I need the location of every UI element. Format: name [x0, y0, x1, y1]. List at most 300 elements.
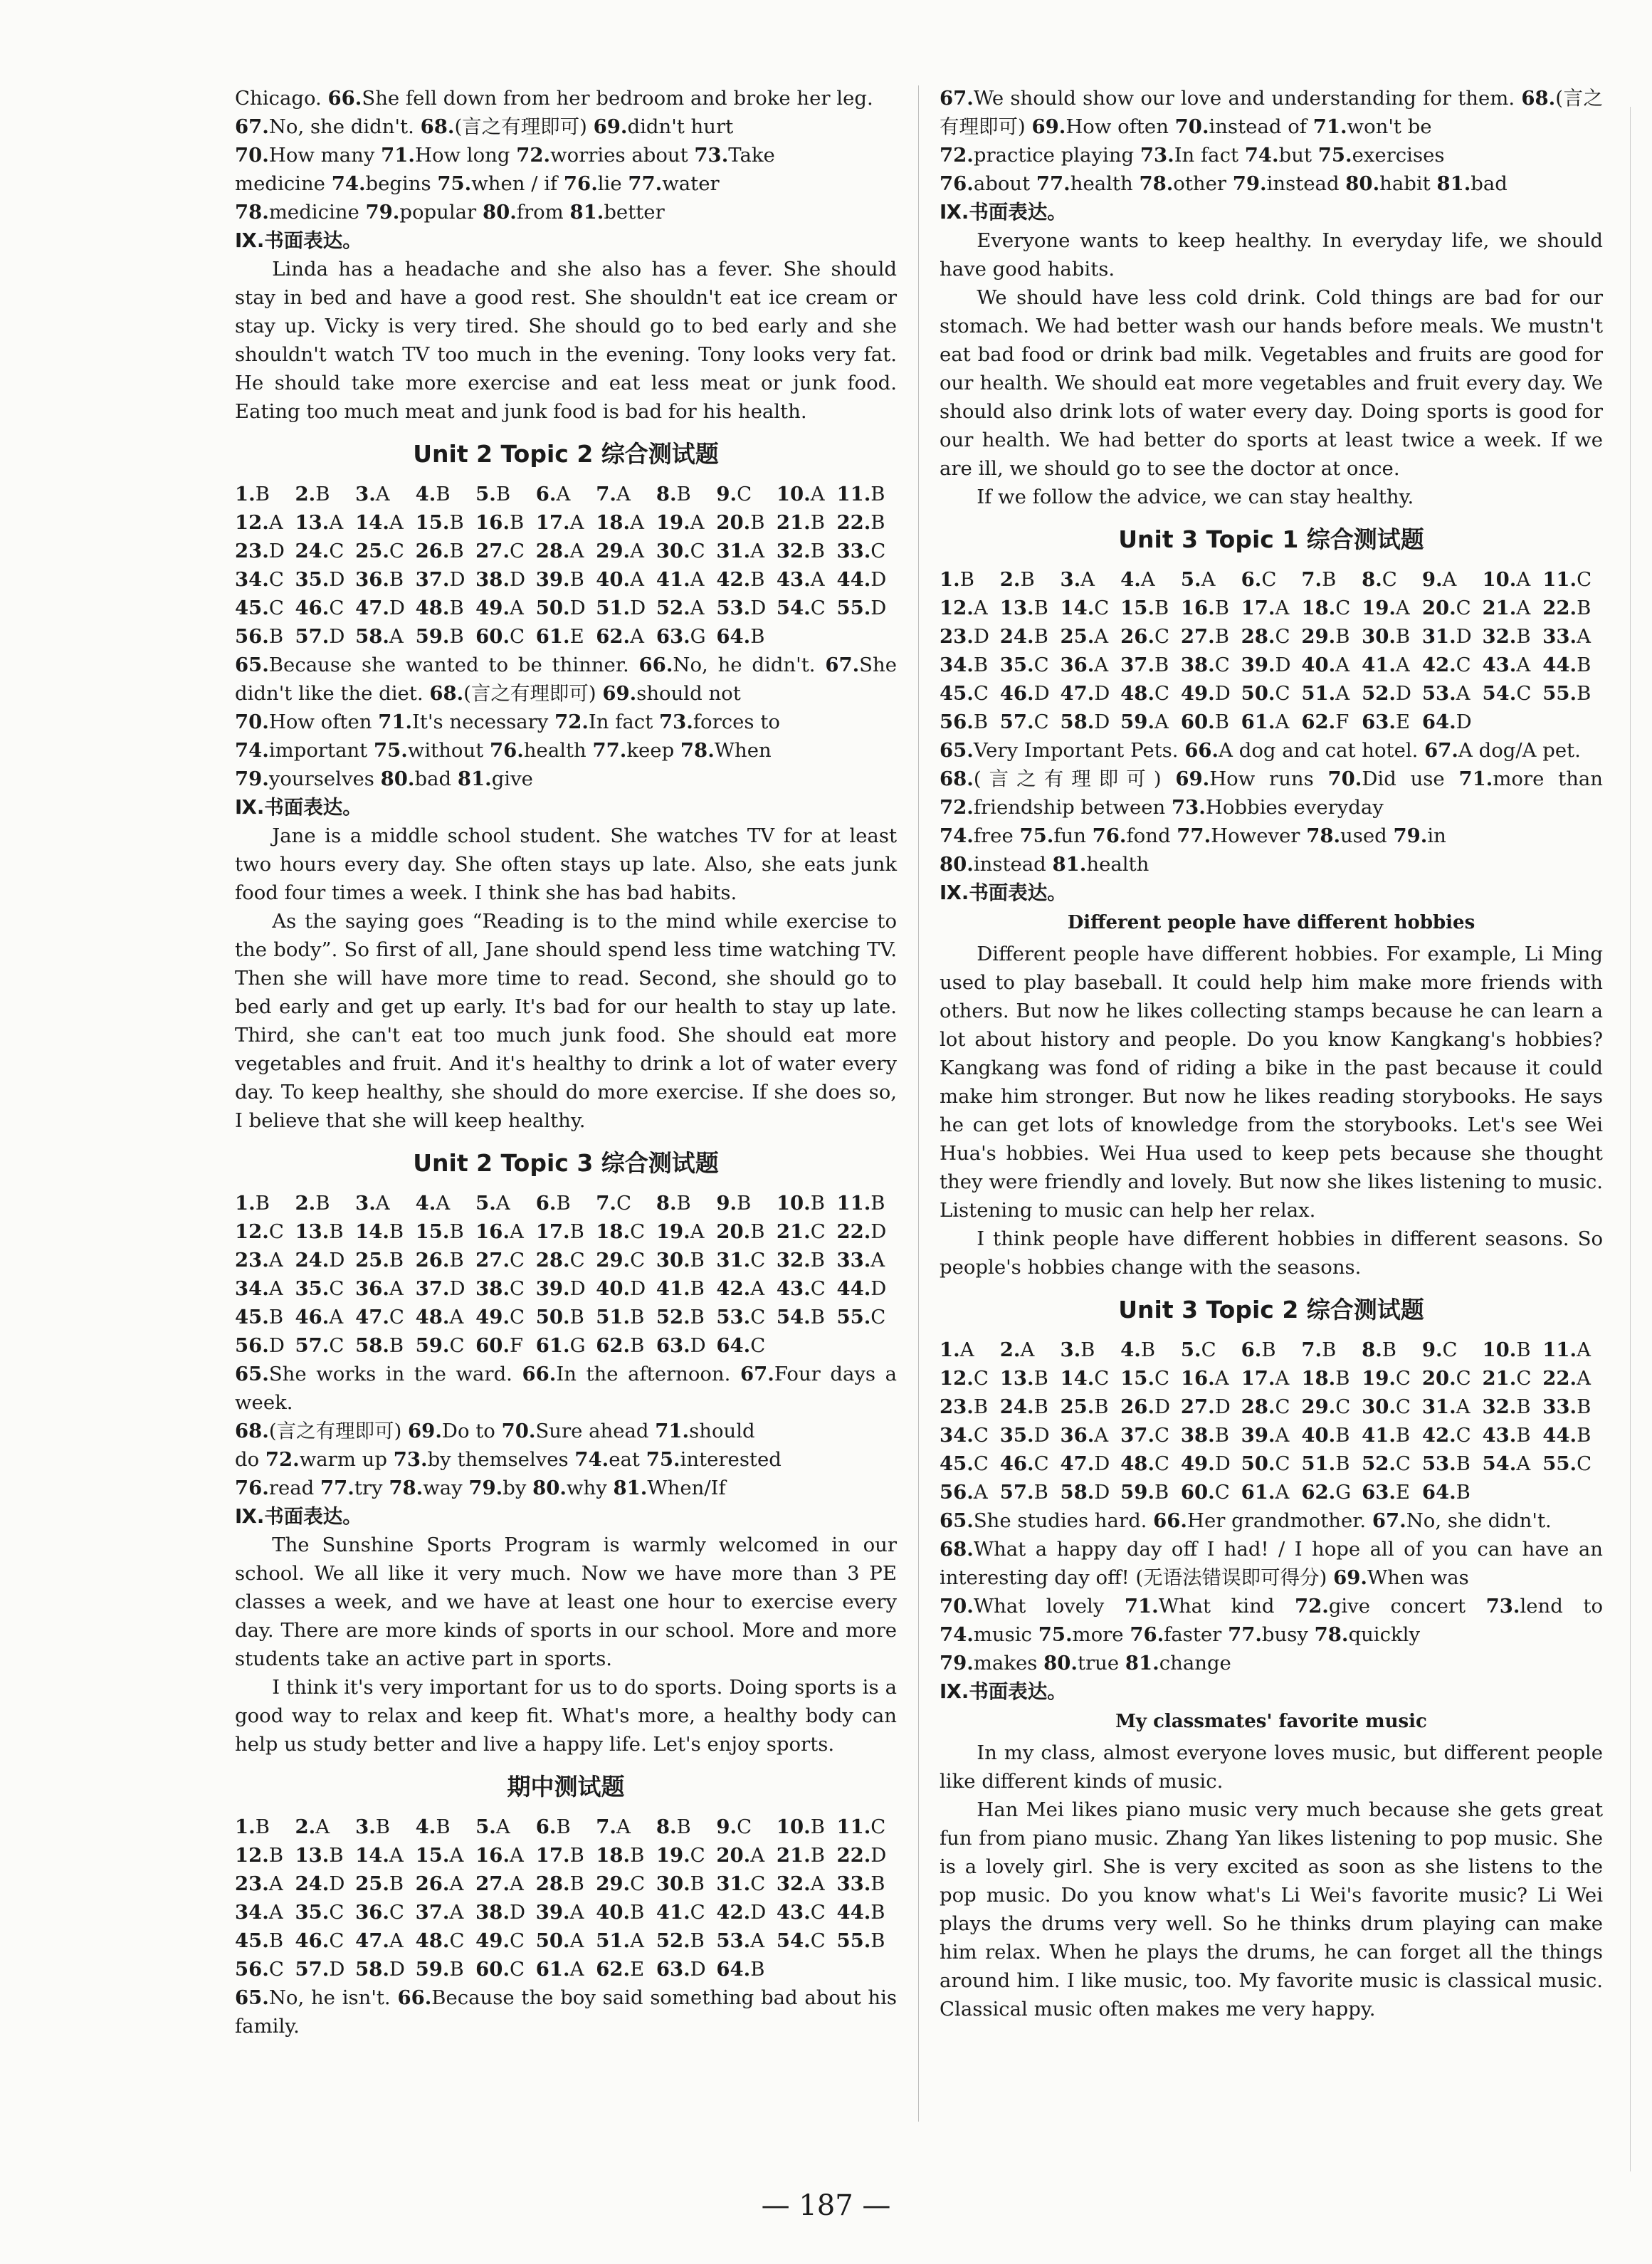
answer-item: 18.B: [1301, 1367, 1350, 1390]
answer-item: 63.E: [1362, 1481, 1410, 1504]
answer-item: 49.C: [475, 1306, 525, 1328]
answer-item: 24.D: [295, 1249, 345, 1272]
section-label: Ⅸ.书面表达。: [940, 201, 1067, 224]
essay-paragraph: We should have less cold drink. Cold things are bad for our stomach. We had better wash our hands before meals. We mustn't eat bad food or drink bad milk. Vegetables and fruits are good for our health. We should eat more vegetables and fruit every day. We should also drink lots of water every day. Doing sports is good for our health. We had better do sports at least twice a week. If we are ill, we should go to see the doctor at once.: [940, 286, 1603, 480]
answer-item: 51.A: [596, 1929, 644, 1952]
answer-item: 33.A: [1542, 625, 1591, 648]
answer-item: 63.E: [1362, 711, 1410, 733]
answer-item: 50.C: [1241, 682, 1290, 705]
answer-item: 39.D: [535, 1277, 586, 1300]
answer-item: 5.B: [475, 483, 511, 505]
answer-item: 17.B: [535, 1220, 584, 1243]
answer-item: 13.A: [295, 511, 344, 534]
answer-item: 21.B: [776, 511, 825, 534]
answer-item: 64.B: [716, 625, 765, 648]
answer-item: 4.A: [1120, 568, 1155, 591]
answer-item: 31.A: [1421, 1395, 1471, 1418]
essay-paragraph: I think people have different hobbies in different seasons. So people's hobbies change with the seasons.: [940, 1227, 1603, 1279]
answer-item: 15.A: [415, 1844, 464, 1867]
answer-item: 15.B: [415, 1220, 464, 1243]
answer-item: 13.B: [295, 1220, 344, 1243]
answer-item: 36.A: [1060, 654, 1109, 676]
essay-paragraph: The Sunshine Sports Program is warmly welcomed in our school. We all like it very much. Now we have more than 3 PE classes a week, and we have at least one hour to exercise every day. There are more kinds of sports in our school. More and more students take an active part in sports.: [235, 1534, 897, 1670]
answer-line: 72.practice playing 73.In fact 74.but 75.exercises: [940, 144, 1445, 167]
answer-item: 16.B: [475, 511, 525, 534]
answer-item: 44.D: [836, 568, 887, 591]
answer-line: 70.How often 71.It's necessary 72.In fact 73.forces to: [235, 711, 780, 733]
answer-item: 6.B: [535, 1192, 571, 1215]
answer-item: 48.C: [1120, 682, 1170, 705]
answer-item: 48.C: [1120, 1452, 1170, 1475]
answer-item: 59.B: [415, 625, 464, 648]
answer-item: 61.G: [535, 1334, 586, 1357]
answer-item: 56.B: [235, 625, 284, 648]
answer-item: 8.C: [1362, 568, 1397, 591]
answer-item: 10.B: [776, 1815, 825, 1838]
answer-item: 42.C: [1421, 1424, 1471, 1447]
intro-section-right: [940, 84, 1603, 511]
answer-item: 16.B: [1180, 597, 1229, 619]
answer-item: 61.A: [1241, 711, 1290, 733]
answer-item: 9.C: [1421, 1338, 1458, 1361]
answer-item: 60.C: [1180, 1481, 1230, 1504]
answer-item: 1.B: [235, 483, 270, 505]
answer-item: 59.C: [415, 1334, 465, 1357]
answer-item: 58.A: [355, 625, 404, 648]
answer-line: 70.How many 71.How long 72.worries about 73.Take: [235, 144, 775, 167]
answer-line: 65.Very Important Pets. 66.A dog and cat hotel. 67.A dog/A pet.: [940, 739, 1581, 762]
answer-item: 16.A: [1180, 1367, 1229, 1390]
answer-item: 20.B: [716, 1220, 765, 1243]
answer-item: 27.C: [475, 540, 525, 562]
answer-item: 26.A: [415, 1872, 464, 1895]
answer-line: do 72.warm up 73.by themselves 74.eat 75.interested: [235, 1448, 782, 1471]
answer-item: 34.C: [940, 1424, 989, 1447]
answer-item: 53.A: [716, 1929, 765, 1952]
answer-item: 54.C: [1482, 682, 1532, 705]
answer-item: 55.C: [836, 1306, 886, 1328]
answer-item: 55.B: [836, 1929, 885, 1952]
answer-line: 65.She studies hard. 66.Her grandmother. 67.No, she didn't.: [940, 1509, 1552, 1532]
answer-item: 10.A: [776, 483, 825, 505]
answer-item: 60.C: [475, 625, 525, 648]
answer-item: 53.C: [716, 1306, 766, 1328]
answer-item: 30.C: [1362, 1395, 1411, 1418]
answer-line: 80.instead 81.health: [940, 853, 1149, 876]
answer-item: 49.D: [1180, 1452, 1231, 1475]
answer-item: 46.D: [999, 682, 1050, 705]
essay-paragraph: Jane is a middle school student. She watches TV for at least two hours every day. She often stays up late. Also, she eats junk food four times a week. I think she has bad habits.: [235, 824, 897, 904]
answer-item: 40.A: [1301, 654, 1350, 676]
answer-item: 37.D: [415, 1277, 465, 1300]
answer-item: 62.E: [596, 1958, 645, 1981]
answer-item: 24.D: [295, 1872, 345, 1895]
answer-item: 35.C: [295, 1901, 344, 1924]
answer-item: 17.B: [535, 1844, 584, 1867]
answer-item: 64.D: [1421, 711, 1472, 733]
answer-item: 35.D: [295, 568, 345, 591]
answer-item: 15.C: [1120, 1367, 1170, 1390]
answer-item: 12.C: [235, 1220, 284, 1243]
answer-item: 19.C: [656, 1844, 705, 1867]
unit3-topic2-section: [940, 1282, 1603, 2023]
answer-item: 40.B: [596, 1901, 645, 1924]
answer-item: 25.B: [355, 1872, 404, 1895]
answer-item: 38.C: [1180, 654, 1230, 676]
answer-item: 32.B: [1482, 625, 1531, 648]
answer-item: 33.B: [836, 1872, 885, 1895]
answer-item: 48.A: [415, 1306, 464, 1328]
answer-item: 26.B: [415, 540, 464, 562]
answer-item: 27.D: [1180, 1395, 1231, 1418]
answer-item: 19.A: [656, 511, 705, 534]
answer-item: 32.B: [1482, 1395, 1531, 1418]
answer-item: 14.A: [355, 1844, 404, 1867]
answer-item: 1.A: [940, 1338, 974, 1361]
answer-item: 24.B: [999, 625, 1048, 648]
answer-item: 60.F: [475, 1334, 524, 1357]
answer-item: 23.A: [235, 1872, 283, 1895]
answer-item: 28.C: [1241, 1395, 1290, 1418]
answer-item: 6.C: [1241, 568, 1277, 591]
answer-item: 5.A: [1180, 568, 1216, 591]
answer-line: 68.(言之有理即可) 69.Do to 70.Sure ahead 71.should: [235, 1420, 755, 1442]
section-title: Unit 2 Topic 3 综合测试题: [413, 1149, 719, 1177]
answer-item: 30.B: [656, 1249, 705, 1272]
section-label: Ⅸ.书面表达。: [235, 1505, 362, 1528]
answer-item: 20.A: [716, 1844, 765, 1867]
answer-item: 25.B: [1060, 1395, 1109, 1418]
answer-item: 22.B: [1542, 597, 1592, 619]
answer-item: 57.D: [295, 1958, 345, 1981]
answer-line: 79.makes 80.true 81.change: [940, 1652, 1231, 1675]
answer-item: 59.B: [1120, 1481, 1169, 1504]
answer-item: 28.C: [535, 1249, 585, 1272]
answer-item: 14.C: [1060, 1367, 1110, 1390]
answer-item: 46.C: [999, 1452, 1049, 1475]
answer-item: 20.C: [1421, 597, 1471, 619]
answer-grid: [235, 1189, 897, 1360]
essay-paragraph: As the saying goes “Reading is to the mind while exercise to the body”. So first of all, Jane should spend less time watching TV. Then she will have more time to read. Second, she should go to bed early and get up early. It's bad for our health to stay up late. Third, she can't eat too much junk food. She should eat more vegetables and fruit. And it's healthy to drink a lot of water every day. To keep healthy, she should do more exercise. If she does so, I believe that she will keep healthy.: [235, 910, 897, 1132]
answer-item: 24.C: [295, 540, 344, 562]
answer-item: 16.A: [475, 1844, 524, 1867]
answer-item: 54.C: [776, 597, 826, 619]
answer-item: 9.C: [716, 483, 752, 505]
answer-item: 16.A: [475, 1220, 524, 1243]
answer-line: Chicago. 66.She fell down from her bedroom and broke her leg.: [235, 87, 873, 110]
answer-item: 42.B: [716, 568, 765, 591]
answer-item: 43.B: [1482, 1424, 1531, 1447]
answer-item: 7.B: [1301, 1338, 1337, 1361]
answer-item: 45.C: [940, 1452, 989, 1475]
answer-item: 4.B: [415, 483, 451, 505]
answer-item: 14.C: [1060, 597, 1110, 619]
answer-item: 57.C: [999, 711, 1049, 733]
answer-line: 76.about 77.health 78.other 79.instead 80.habit 81.bad: [940, 172, 1508, 195]
answer-item: 12.C: [940, 1367, 989, 1390]
answer-item: 50.C: [1241, 1452, 1290, 1475]
answer-item: 36.B: [355, 568, 404, 591]
answer-item: 39.A: [535, 1901, 584, 1924]
answer-item: 4.B: [415, 1815, 451, 1838]
answer-item: 2.B: [295, 1192, 330, 1215]
section-label: Ⅸ.书面表达。: [235, 796, 362, 819]
answer-item: 44.B: [1542, 654, 1592, 676]
answer-item: 46.A: [295, 1306, 344, 1328]
answer-item: 12.B: [235, 1844, 284, 1867]
section-label: Ⅸ.书面表达。: [940, 1680, 1067, 1703]
answer-item: 41.A: [656, 568, 705, 591]
answer-item: 46.C: [295, 1929, 344, 1952]
essay-paragraph: I think it's very important for us to do sports. Doing sports is a good way to relax and keep fit. What's more, a healthy body can help us study better and live a happy life. Let's enjoy sports.: [235, 1676, 897, 1756]
answer-item: 43.A: [1482, 654, 1531, 676]
answer-item: 52.D: [1362, 682, 1411, 705]
answer-item: 63.D: [656, 1334, 706, 1357]
answer-item: 21.C: [776, 1220, 826, 1243]
answer-item: 34.C: [235, 568, 284, 591]
answer-item: 60.B: [1180, 711, 1229, 733]
answer-item: 10.B: [1482, 1338, 1531, 1361]
answer-item: 52.A: [656, 597, 705, 619]
answer-item: 60.C: [475, 1958, 525, 1981]
answer-item: 17.A: [1241, 1367, 1290, 1390]
answer-item: 36.C: [355, 1901, 404, 1924]
answer-line: 74.free 75.fun 76.fond 77.However 78.used 79.in: [940, 824, 1446, 847]
unit2-topic2-section: [235, 426, 897, 1135]
answer-item: 9.A: [1421, 568, 1457, 591]
answer-item: 38.B: [1180, 1424, 1229, 1447]
answer-item: 18.C: [596, 1220, 646, 1243]
answer-item: 40.D: [596, 1277, 646, 1300]
answer-item: 49.A: [475, 597, 524, 619]
answer-item: 11.A: [1542, 1338, 1591, 1361]
answer-item: 37.A: [415, 1901, 464, 1924]
answer-item: 36.A: [1060, 1424, 1109, 1447]
answer-item: 48.B: [415, 597, 464, 619]
answer-item: 39.D: [1241, 654, 1291, 676]
answer-item: 44.D: [836, 1277, 887, 1300]
answer-item: 1.B: [235, 1815, 270, 1838]
answer-item: 19.A: [1362, 597, 1410, 619]
answer-item: 5.C: [1180, 1338, 1216, 1361]
section-title: 期中测试题: [507, 1773, 625, 1801]
unit3-topic1-section: [940, 511, 1603, 1282]
answer-item: 38.C: [475, 1277, 525, 1300]
answer-item: 31.C: [716, 1872, 766, 1895]
answer-item: 7.A: [596, 483, 631, 505]
answer-grid: [940, 565, 1603, 736]
answer-item: 1.B: [235, 1192, 270, 1215]
answer-item: 45.C: [940, 682, 989, 705]
answer-item: 6.A: [535, 483, 571, 505]
essay-paragraph: Different people have different hobbies. For example, Li Ming used to play baseball. It could help him make more friends with others. But now he likes collecting stamps because he can learn a lot about history and people. Do you know Kangkang's hobbies? Kangkang was fond of riding a bike in the past because it could make him stronger. But now he likes reading storybooks. He says he can get lots of knowledge from the storybooks. Let's see Wei Hua's hobbies. Wei Hua used to keep pets because she thought they were friendly and lovely. But now she likes listening to music. Listening to music can help her relax.: [940, 943, 1603, 1222]
answer-item: 21.B: [776, 1844, 825, 1867]
answer-line: 74.important 75.without 76.health 77.keep 78.When: [235, 739, 772, 762]
answer-item: 52.B: [656, 1306, 705, 1328]
answer-item: 25.C: [355, 540, 404, 562]
answer-item: 45.B: [235, 1929, 284, 1952]
answer-item: 17.A: [535, 511, 584, 534]
answer-item: 11.C: [836, 1815, 886, 1838]
answer-item: 42.D: [716, 1901, 767, 1924]
answer-item: 52.C: [1362, 1452, 1411, 1475]
answer-item: 51.B: [1301, 1452, 1350, 1475]
answer-item: 41.C: [656, 1901, 705, 1924]
answer-item: 34.A: [235, 1901, 283, 1924]
answer-item: 30.B: [1362, 625, 1411, 648]
section-title: Unit 2 Topic 2 综合测试题: [413, 440, 719, 468]
answer-item: 55.D: [836, 597, 887, 619]
section-label: Ⅸ.书面表达。: [235, 229, 362, 252]
answer-item: 15.B: [1120, 597, 1169, 619]
answer-item: 31.C: [716, 1249, 766, 1272]
answer-line: 70.What lovely 71.What kind 72.give concert 73.lend to 74.music 75.more 76.faster 77.busy 78.quickly: [940, 1595, 1604, 1646]
answer-item: 8.B: [656, 1192, 691, 1215]
answer-item: 50.A: [535, 1929, 584, 1952]
answer-item: 56.C: [235, 1958, 284, 1981]
answer-line: 78.medicine 79.popular 80.from 81.better: [235, 201, 665, 224]
essay-paragraph: Linda has a headache and she also has a fever. She should stay in bed and have a good rest. She shouldn't eat ice cream or stay up. Vicky is very tired. She should go to bed early and she shouldn't watch TV too much in the evening. Tony looks very fat. He should take more exercise and eat less meat or junk food. Eating too much meat and junk food is bad for his health.: [235, 258, 897, 423]
answer-item: 35.C: [295, 1277, 344, 1300]
answer-item: 45.B: [235, 1306, 284, 1328]
answer-item: 23.A: [235, 1249, 283, 1272]
answer-item: 27.B: [1180, 625, 1229, 648]
answer-item: 11.C: [1542, 568, 1592, 591]
answer-item: 15.B: [415, 511, 464, 534]
answer-item: 54.C: [776, 1929, 826, 1952]
answer-item: 2.B: [999, 568, 1035, 591]
answer-item: 29.C: [596, 1249, 646, 1272]
answer-item: 49.C: [475, 1929, 525, 1952]
answer-item: 27.A: [475, 1872, 524, 1895]
answer-item: 17.A: [1241, 597, 1290, 619]
answer-item: 37.C: [1120, 1424, 1170, 1447]
answer-item: 58.D: [355, 1958, 405, 1981]
answer-item: 58.D: [1060, 1481, 1110, 1504]
answer-item: 25.B: [355, 1249, 404, 1272]
answer-item: 29.C: [596, 1872, 646, 1895]
answer-item: 35.C: [999, 654, 1049, 676]
answer-item: 19.A: [656, 1220, 705, 1243]
section-title: Unit 3 Topic 1 综合测试题: [1118, 525, 1424, 553]
answer-item: 18.A: [596, 511, 644, 534]
answer-item: 32.A: [776, 1872, 825, 1895]
answer-item: 2.A: [295, 1815, 330, 1838]
answer-item: 46.C: [295, 597, 344, 619]
answer-line: 68.What a happy day off I had! / I hope all of you can have an interesting day off! (无语法错误即可得分) 69.When was: [940, 1538, 1603, 1589]
answer-item: 22.B: [836, 511, 885, 534]
answer-item: 12.A: [940, 597, 988, 619]
answer-line: 68.(言之有理即可) 69.How runs 70.Did use 71.more than 72.friendship between 73.Hobbies everyday: [940, 767, 1604, 819]
answer-item: 51.D: [596, 597, 646, 619]
answer-item: 62.F: [1301, 711, 1350, 733]
essay-title: My classmates' favorite music: [1115, 1711, 1427, 1732]
answer-item: 29.A: [596, 540, 644, 562]
essay-title: Different people have different hobbies: [1067, 912, 1475, 933]
answer-item: 27.C: [475, 1249, 525, 1272]
answer-item: 43.C: [776, 1277, 826, 1300]
answer-item: 3.A: [1060, 568, 1095, 591]
answer-item: 55.C: [1542, 1452, 1592, 1475]
answer-item: 62.A: [596, 625, 644, 648]
answer-item: 44.B: [836, 1901, 885, 1924]
answer-item: 58.B: [355, 1334, 404, 1357]
answer-item: 29.C: [1301, 1395, 1351, 1418]
answer-item: 3.A: [355, 1192, 390, 1215]
answer-item: 28.B: [535, 1872, 584, 1895]
answer-item: 10.B: [776, 1192, 825, 1215]
answer-item: 35.D: [999, 1424, 1050, 1447]
answer-item: 18.C: [1301, 597, 1351, 619]
answer-item: 38.D: [475, 568, 526, 591]
answer-item: 13.B: [999, 1367, 1048, 1390]
answer-item: 36.A: [355, 1277, 404, 1300]
answer-item: 57.D: [295, 625, 345, 648]
answer-item: 11.B: [836, 1192, 885, 1215]
page-number: — 187 —: [761, 2189, 891, 2222]
answer-item: 63.G: [656, 625, 706, 648]
answer-item: 61.A: [1241, 1481, 1290, 1504]
answer-item: 39.A: [1241, 1424, 1290, 1447]
essay-paragraph: In my class, almost everyone loves music, but different people like different kinds of music.: [940, 1741, 1603, 1793]
answer-item: 23.B: [940, 1395, 989, 1418]
answer-item: 47.D: [1060, 682, 1110, 705]
answer-item: 5.A: [475, 1815, 510, 1838]
answer-item: 23.D: [235, 540, 285, 562]
answer-item: 13.B: [999, 597, 1048, 619]
answer-item: 43.C: [776, 1901, 826, 1924]
answer-item: 62.B: [596, 1334, 645, 1357]
answer-item: 2.A: [999, 1338, 1035, 1361]
answer-item: 12.A: [235, 511, 283, 534]
column-divider: [918, 85, 919, 2122]
answer-line: 79.yourselves 80.bad 81.give: [235, 767, 533, 790]
answer-line: 65.She works in the ward. 66.In the afternoon. 67.Four days a week.: [235, 1363, 897, 1414]
answer-item: 55.B: [1542, 682, 1592, 705]
answer-item: 26.C: [1120, 625, 1170, 648]
answer-item: 19.C: [1362, 1367, 1411, 1390]
answer-item: 54.A: [1482, 1452, 1531, 1475]
answer-item: 32.B: [776, 1249, 825, 1272]
answer-item: 59.B: [415, 1958, 464, 1981]
answer-item: 4.A: [415, 1192, 451, 1215]
answer-item: 13.B: [295, 1844, 344, 1867]
answer-item: 3.B: [355, 1815, 391, 1838]
answer-item: 8.B: [1362, 1338, 1397, 1361]
answer-item: 26.B: [415, 1249, 464, 1272]
answer-item: 20.C: [1421, 1367, 1471, 1390]
answer-item: 7.B: [1301, 568, 1337, 591]
answer-item: 3.B: [1060, 1338, 1095, 1361]
answer-item: 50.B: [535, 1306, 584, 1328]
answer-line: 76.read 77.try 78.way 79.by 80.why 81.When/If: [235, 1477, 726, 1499]
answer-item: 7.A: [596, 1815, 631, 1838]
answer-item: 33.A: [836, 1249, 885, 1272]
answer-item: 32.B: [776, 540, 825, 562]
answer-item: 21.A: [1482, 597, 1531, 619]
answer-line: 67.No, she didn't. 68.(言之有理即可) 69.didn't hurt: [235, 115, 734, 138]
answer-item: 1.B: [940, 568, 974, 591]
answer-item: 64.B: [1421, 1481, 1471, 1504]
answer-item: 42.A: [716, 1277, 765, 1300]
answer-item: 57.C: [295, 1334, 344, 1357]
answer-item: 64.B: [716, 1958, 765, 1981]
answer-item: 51.B: [596, 1306, 645, 1328]
answer-item: 48.C: [415, 1929, 465, 1952]
answer-item: 62.G: [1301, 1481, 1352, 1504]
answer-item: 38.D: [475, 1901, 526, 1924]
answer-item: 26.D: [1120, 1395, 1171, 1418]
